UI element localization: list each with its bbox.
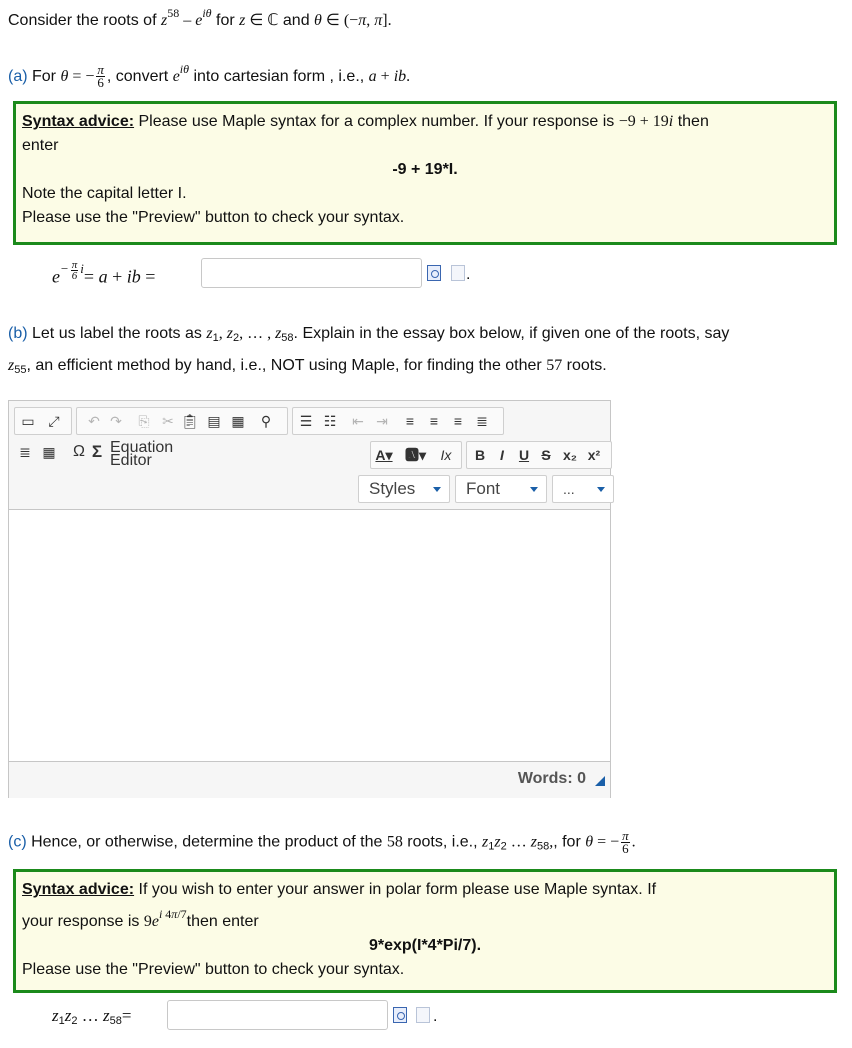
essay-editor[interactable] — [8, 400, 611, 798]
align-right-icon[interactable]: ≡ — [453, 413, 463, 429]
paste-icon[interactable]: 📋︎ — [181, 413, 199, 429]
more-dropdown[interactable]: ... — [552, 475, 614, 503]
bold-icon[interactable]: B — [474, 447, 486, 463]
toolbar-group-clipboard — [76, 407, 288, 435]
period: . — [433, 1008, 438, 1025]
resize-icon[interactable] — [595, 776, 605, 786]
sigma-icon[interactable]: Σ — [91, 442, 103, 461]
part-b-question: (b) Let us label the roots as $z_1$, $z_2$, … , $z_{58}$. Explain in the essay box below, if given one of the roots, say $z_{55}$, an efficient method by hand, i.e., NOT using Maple, for finding the other 57 roots. — [8, 325, 730, 376]
bg-color-icon[interactable]: 🅰︎▾ — [405, 447, 427, 463]
text-color-icon[interactable]: A▾ — [375, 447, 393, 463]
find-icon[interactable]: ⚲ — [260, 413, 272, 429]
omega-icon[interactable]: Ω — [73, 443, 85, 460]
bullet-list-icon[interactable]: ☷ — [323, 413, 337, 429]
editor-statusbar — [9, 761, 610, 798]
period: . — [466, 266, 471, 283]
advice-preview-note: Please use the "Preview" button to check your syntax. — [22, 209, 405, 226]
answer-c-label: $z_1z_2$ … $z_{58}=$ — [52, 1006, 132, 1027]
advice-title: Syntax advice: — [22, 113, 135, 130]
part-a-label: (a) — [8, 68, 28, 85]
align-left-icon[interactable]: ≡ — [405, 413, 415, 429]
paste-word-icon[interactable]: ▦ — [231, 413, 245, 429]
preview-icon[interactable] — [393, 1007, 407, 1023]
advice-title: Syntax advice: — [22, 881, 135, 898]
part-c-question: (c) Hence, or otherwise, determine the product of the 58 roots, i.e., $z_1z_2$ … $z_{58}$,, for θ = − $\frac{\pi}{6}$ . — [8, 828, 636, 856]
subscript-icon[interactable]: x₂ — [562, 447, 577, 463]
numbered-list-icon[interactable]: ☰ — [299, 413, 313, 429]
toolbar-group-document — [14, 407, 72, 435]
intro-text: Consider the roots of $z^{58} - e^{i\theta}$ for z ∈ ℂ and θ ∈ (−π, π]. — [8, 6, 392, 29]
answer-a-input[interactable] — [201, 258, 422, 288]
outdent-icon[interactable]: ⇤ — [352, 413, 364, 429]
answer-c-input[interactable] — [167, 1000, 388, 1030]
italic-icon[interactable]: I — [500, 447, 504, 463]
undo-icon[interactable]: ↶ — [88, 413, 100, 429]
advice-code: -9 + 19*I. — [392, 161, 458, 178]
cut-icon[interactable]: ✂ — [162, 413, 174, 429]
advice-code: 9*exp(I*4*Pi/7). — [368, 937, 482, 954]
align-center-icon[interactable]: ≡ — [429, 413, 439, 429]
syntax-advice-c: Syntax advice: If you wish to enter your answer in polar form please use Maple syntax. If your response is $9e^i$ $^{4\pi/7}$then enter 9*exp(I*4*Pi/7). Please use the "Preview" button to check your syntax. — [13, 869, 837, 993]
advice-enter: enter — [22, 137, 59, 154]
part-a-question: (a) For θ = − $\frac{\pi}{6}$ , convert $e^{i\theta}$ into cartesian form , i.e., a + ib. — [8, 62, 411, 91]
toolbar-group-paragraph — [292, 407, 504, 435]
source-icon[interactable]: ▭ — [21, 413, 35, 429]
copy-icon[interactable]: ⎘ — [138, 413, 150, 429]
table-icon[interactable]: ▦ — [42, 444, 56, 460]
advice-note: Note the capital letter I. — [22, 185, 187, 202]
redo-icon[interactable]: ↷ — [110, 413, 122, 429]
essay-text-area[interactable] — [9, 510, 610, 760]
advice-preview-note: Please use the "Preview" button to check your syntax. — [22, 961, 405, 978]
remove-format-icon[interactable]: Ix — [440, 447, 452, 463]
toolbar-group-colors — [370, 441, 462, 469]
editor-toolbar — [9, 401, 610, 510]
part-b-label: (b) — [8, 325, 28, 342]
preview-icon[interactable] — [427, 265, 441, 281]
syntax-advice-a: Syntax advice: Please use Maple syntax for a complex number. If your response is −9 + 19i then enter -9 + 19*I. Note the capital letter I. Please use the "Preview" button to check your syntax. — [13, 101, 837, 245]
toolbar-group-basicstyles — [466, 441, 612, 469]
word-count: Words: 0 — [517, 770, 586, 787]
indent-icon[interactable]: ⇥ — [376, 413, 388, 429]
answer-a-label: $e^{- \frac{\pi}{6} i}= a$ + ib = — [52, 259, 156, 287]
font-dropdown[interactable]: Font — [455, 475, 547, 503]
strike-icon[interactable]: S — [541, 447, 551, 463]
toolbar-group-insert — [14, 439, 194, 467]
maximize-icon[interactable]: ⤢ — [48, 413, 60, 429]
part-c-label: (c) — [8, 833, 27, 851]
underline-icon[interactable]: U — [518, 447, 530, 463]
superscript-icon[interactable]: x² — [587, 447, 601, 463]
styles-dropdown[interactable]: Styles — [358, 475, 450, 503]
help-icon[interactable] — [451, 265, 465, 281]
paste-text-icon[interactable]: ▤ — [207, 413, 221, 429]
equation-editor-button[interactable]: Equation Editor — [110, 439, 174, 469]
blockquote-icon[interactable]: ≣ — [19, 444, 31, 460]
help-icon[interactable] — [416, 1007, 430, 1023]
justify-icon[interactable]: ≣ — [476, 413, 488, 429]
